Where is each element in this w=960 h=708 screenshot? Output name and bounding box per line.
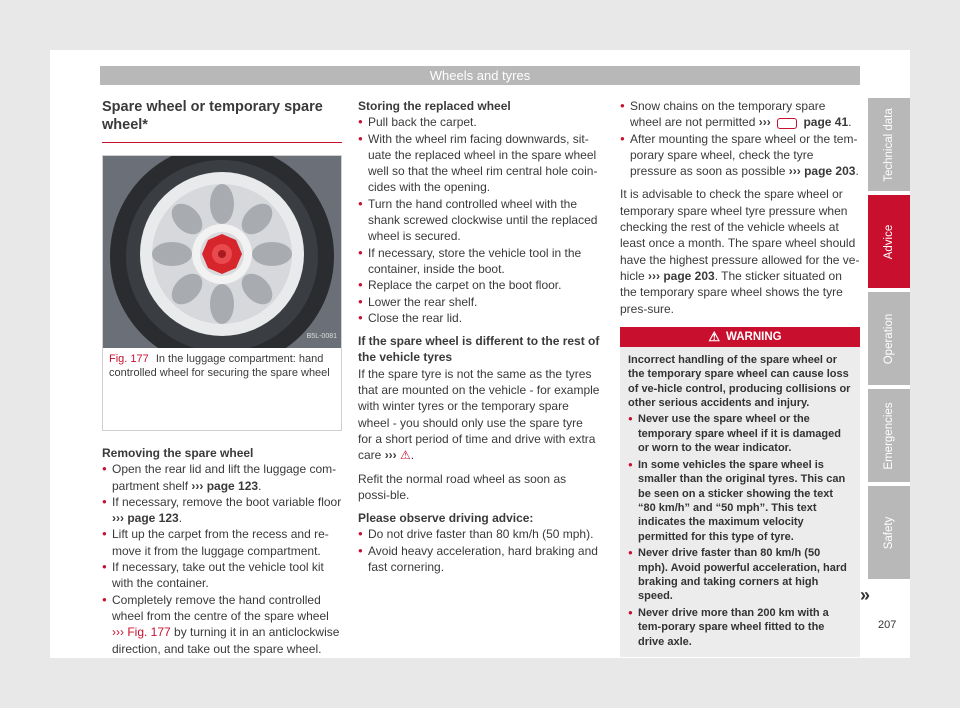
- storing-heading: Storing the replaced wheel: [358, 99, 511, 113]
- paragraph: It is advisable to check the spare wheel or temporary spare wheel tyre pressure when checking the rest of the vehicle wheels at least once a month. The spare wheel should have the highest pressure allowed for the ve-hicle ››› page 203. The sticker situated on the temporary spare wheel shows the tyre pres-sure.: [620, 187, 860, 316]
- warning-icon: ⚠: [400, 448, 411, 463]
- page-link[interactable]: ››› page 203: [788, 164, 856, 179]
- list-item: ● Turn the hand controlled wheel with the shank screwed clockwise until the replaced wheel is secured.: [358, 196, 600, 245]
- continue-arrow-icon: »: [860, 585, 871, 605]
- removing-heading: Removing the spare wheel: [102, 446, 254, 460]
- tab-safety[interactable]: Safety: [868, 486, 910, 579]
- section-tabs: [868, 98, 910, 583]
- different-wheel-heading: If the spare wheel is different to the rest of the vehicle tyres: [358, 334, 600, 365]
- list-item: ● Do not drive faster than 80 km/h (50 mph).: [358, 526, 600, 542]
- paragraph: If the spare tyre is not the same as the tyres that are mounted on the vehicle - for example with winter tyres or the temporary spare wheel - you should only use the spare tyre for a short period of time and drive with extra care ››› ⚠.: [358, 366, 600, 463]
- warning-header: ⚠ WARNING: [620, 327, 860, 347]
- list-item: ● Lift up the carpet from the recess and re-move it from the luggage compartment.: [102, 526, 342, 559]
- figure-link[interactable]: ››› Fig. 177: [112, 625, 171, 640]
- page-number: 207: [878, 619, 897, 631]
- list-item: ● If necessary, store the vehicle tool in the container, inside the boot.: [358, 245, 600, 278]
- warning-item: ● Never use the spare wheel or the temporary spare wheel if it is damaged or worn to the wear indicator.: [628, 412, 852, 455]
- header-title: Wheels and tyres: [429, 68, 531, 83]
- warning-link[interactable]: ›››: [384, 448, 397, 463]
- column-1: [102, 98, 342, 657]
- list-item: ● Pull back the carpet.: [358, 114, 600, 130]
- section-title: Spare wheel or temporary spare wheel*: [102, 98, 342, 143]
- figure-177: [102, 155, 342, 431]
- figure-caption: [103, 348, 341, 384]
- list-item: ● If necessary, remove the boot variable floor ››› page 123.: [102, 494, 342, 527]
- tab-operation[interactable]: Operation: [868, 292, 910, 385]
- list-item: ● Replace the carpet on the boot floor.: [358, 277, 600, 293]
- list-item: ● Close the rear lid.: [358, 310, 600, 326]
- list-item: ● Snow chains on the temporary spare wheel are not permitted ››› page 41.: [620, 98, 860, 131]
- page-link[interactable]: ››› page 123: [191, 478, 259, 493]
- snow-chain-icon: [777, 118, 797, 129]
- page-link[interactable]: page 41: [803, 115, 849, 130]
- figure-caption-text: In the luggage compartment: hand controlled wheel for securing the spare wheel: [109, 353, 330, 379]
- advice-heading: Please observe driving advice:: [358, 511, 534, 526]
- page-header: [100, 66, 860, 85]
- page-link[interactable]: ››› page 123: [112, 511, 179, 526]
- warning-intro: Incorrect handling of the spare wheel or the temporary spare wheel can cause loss of ve-hicle control, producing collisions or other serious accidents and injury.: [628, 353, 851, 410]
- paragraph: Refit the normal road wheel as soon as possi-ble.: [358, 471, 567, 502]
- warning-item: ● In some vehicles the spare wheel is smaller than the original tyres. This can be seen on a sticker showing the text “80 km/h” and “50 mph”. This text indicates the maximum velocity permitted for this type of tyre.: [628, 458, 852, 544]
- tab-technical-data[interactable]: Technical data: [868, 98, 910, 191]
- list-item: ● Completely remove the hand controlled wheel from the centre of the spare wheel ››› Fig. 177 by turning it in an anticlockwise direction, and take out the spare wheel.: [102, 592, 342, 657]
- list-item: ● Lower the rear shelf.: [358, 294, 600, 310]
- figure-code: B5L-0081: [306, 332, 337, 340]
- warning-item: ● Never drive faster than 80 km/h (50 mph). Avoid powerful acceleration, hard braking and taking corners at high speed.: [628, 546, 852, 604]
- figure-label: Fig. 177: [109, 353, 149, 365]
- list-item: ● Open the rear lid and lift the luggage com-partment shelf ››› page 123.: [102, 461, 342, 494]
- warning-item: ● Never drive more than 200 km with a tem-porary spare wheel fitted to the drive axle.: [628, 606, 852, 649]
- column-3: [620, 98, 860, 657]
- warning-icon: ⚠: [708, 328, 721, 344]
- list-item: ● After mounting the spare wheel or the tem-porary spare wheel, check the tyre pressure as soon as possible ››› page 203.: [620, 131, 860, 180]
- column-2: [358, 98, 600, 575]
- tab-advice[interactable]: Advice: [868, 195, 910, 288]
- tab-emergencies[interactable]: Emergencies: [868, 389, 910, 482]
- warning-body: [620, 347, 860, 657]
- list-item: ● Avoid heavy acceleration, hard braking and fast cornering.: [358, 543, 600, 576]
- spare-wheel-image: [103, 156, 341, 348]
- warning-box: [620, 327, 860, 657]
- page-link[interactable]: ››› page 203: [648, 268, 715, 283]
- list-item: ● If necessary, take out the vehicle tool kit with the container.: [102, 559, 342, 592]
- list-item: ● With the wheel rim facing downwards, sit-uate the replaced wheel in the spare wheel well so that the wheel rim central hole coin-cides with the opening.: [358, 131, 600, 196]
